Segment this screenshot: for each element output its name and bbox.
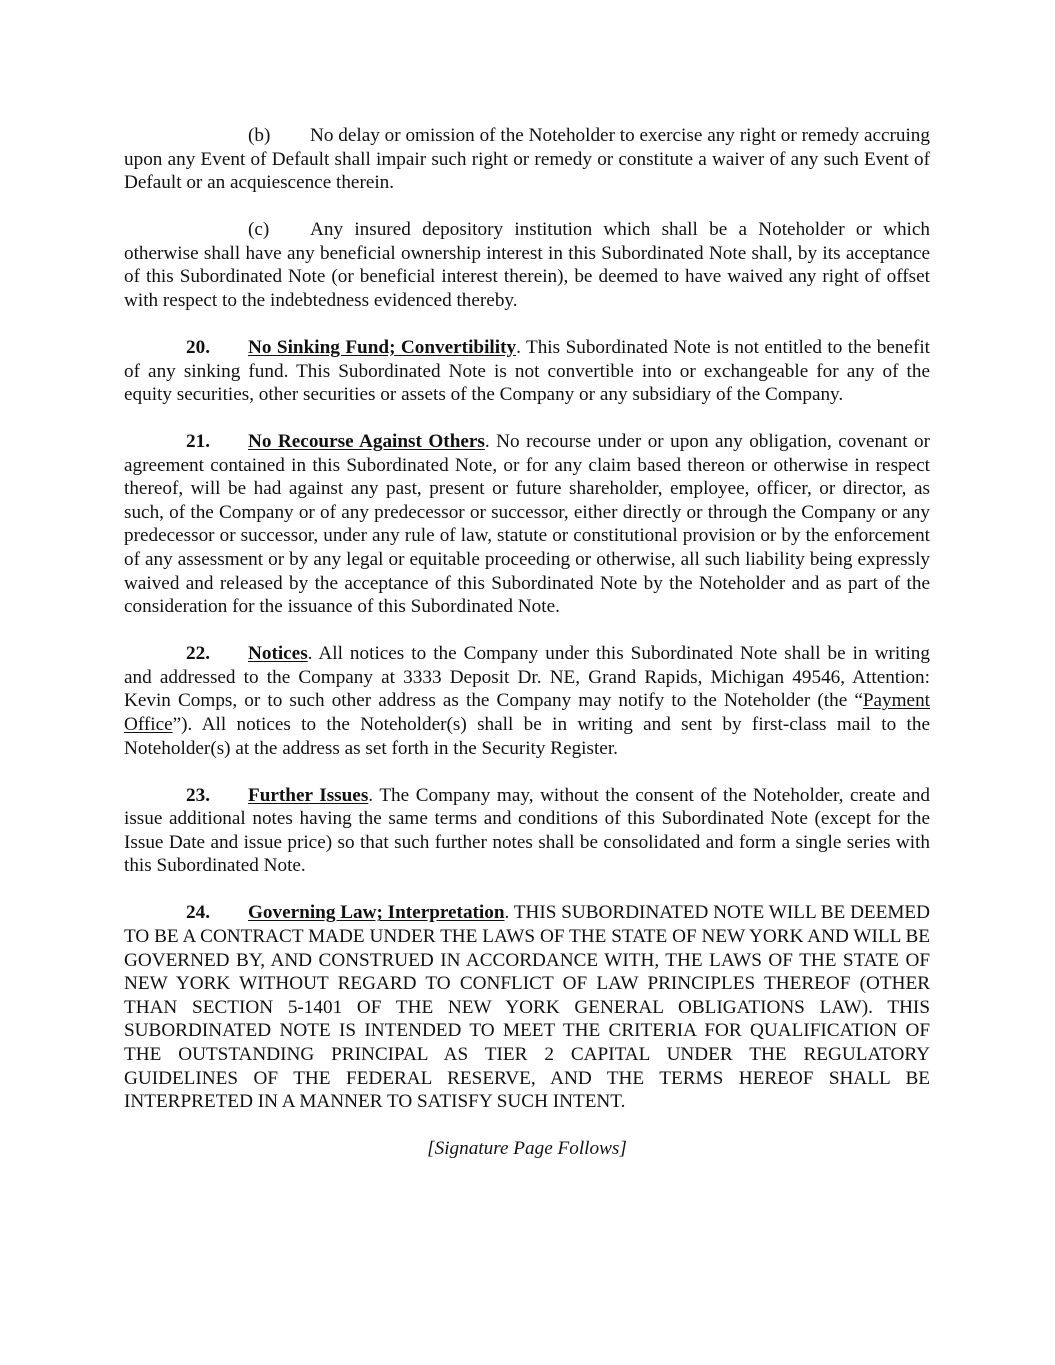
section-number: 20.: [186, 336, 210, 358]
section-21: [124, 430, 930, 619]
section-heading: No Recourse Against Others: [248, 431, 485, 453]
subparagraph-label: (c): [248, 219, 270, 241]
section-heading: Notices: [248, 643, 308, 665]
document-page: [124, 124, 930, 1161]
section-number: 23.: [186, 784, 210, 806]
section-number: 24.: [186, 902, 210, 924]
section-heading-punct: .: [484, 431, 490, 453]
subparagraph-text: Any insured depository institution which shall be a Noteholder or which otherwise shall have any beneficial ownership interest in this Subordinated Note shall, by its acceptance of this Subordinated Note (or beneficial interest therein), be deemed to have waived any right of offset with respect to the indebtedness evidenced thereby.: [124, 219, 930, 311]
section-23: [124, 784, 930, 878]
section-heading: No Sinking Fund; Convertibility: [248, 336, 517, 358]
subparagraph-b: [124, 124, 930, 195]
subparagraph-text: No delay or omission of the Noteholder to exercise any right or remedy accruing upon any Event of Default shall impair such right or remedy or constitute a waiver of any such Event of Default or an acquiescence therein.: [124, 125, 930, 194]
section-heading-punct: .: [368, 784, 374, 806]
section-22: [124, 642, 930, 760]
subparagraph-c: [124, 218, 930, 312]
section-heading-punct: .: [307, 643, 313, 665]
section-heading: Further Issues: [248, 784, 369, 806]
section-number: 22.: [186, 643, 210, 665]
section-text: The Company may, without the consent of the Noteholder, create and issue additional notes having the same terms and conditions of this Subordinated Note (except for the Issue Date and issue price) so that such further notes shall be consolidated and form a single series with this Subordinated Note.: [124, 784, 931, 877]
section-text: THIS SUBORDINATED NOTE WILL BE DEEMED TO BE A CONTRACT MADE UNDER THE LAWS OF THE STATE OF NEW YORK AND WILL BE GOVERNED BY, AND CONSTRUED IN ACCORDANCE WITH, THE LAWS OF THE STATE OF NEW YORK WITHOUT REGARD TO CONFLICT OF LAW PRINCIPLES THEREOF (OTHER THAN SECTION 5-1401 OF THE NEW YORK GENERAL OBLIGATIONS LAW). THIS SUBORDINATED NOTE IS INTENDED TO MEET THE CRITERIA FOR QUALIFICATION OF THE OUTSTANDING PRINCIPAL AS TIER 2 CAPITAL UNDER THE REGULATORY GUIDELINES OF THE FEDERAL RESERVE, AND THE TERMS HEREOF SHALL BE INTERPRETED IN A MANNER TO SATISFY SUCH INTENT.: [124, 902, 930, 1113]
section-heading: Governing Law; Interpretation: [248, 902, 505, 924]
section-text-continued: ”). All notices to the Noteholder(s) shall be in writing and sent by first-class mail to the Noteholder(s) at the address as set forth in the Security Register.: [124, 714, 930, 759]
section-text: No recourse under or upon any obligation, covenant or agreement contained in this Subordinated Note, or for any claim based thereon or otherwise in respect thereof, will be had against any past, present or future shareholder, employee, officer, or director, as such, of the Company or of any predecessor or successor, either directly or through the Company or any predecessor or successor, under any rule of law, statute or constitutional provision or by the enforcement of any assessment or by any legal or equitable proceeding or otherwise, all such liability being expressly waived and released by the acceptance of this Subordinated Note by the Noteholder and as part of the consideration for the issuance of this Subordinated Note.: [124, 431, 930, 618]
signature-page-note: [Signature Page Follows]: [427, 1138, 627, 1160]
section-heading-punct: .: [504, 902, 510, 924]
defined-term-payment-office: Payment Office: [124, 690, 930, 736]
section-heading-punct: .: [516, 336, 521, 358]
subparagraph-label: (b): [248, 125, 271, 146]
section-text: This Subordinated Note is not entitled to the benefit of any sinking fund. This Subordinated Note is not convertible into or exchangeable for any of the equity securities, other securities or assets of the Company or any subsidiary of the Company.: [124, 336, 930, 406]
section-20: [124, 336, 930, 407]
section-24: [124, 901, 930, 1113]
section-number: 21.: [186, 431, 210, 453]
section-text: All notices to the Company under this Subordinated Note shall be in writing and addressed to the Company at 3333 Deposit Dr. NE, Grand Rapids, Michigan 49546, Attention: Kevin Comps, or to such other address as the Company may notify to the Noteholder (the “: [124, 643, 930, 712]
